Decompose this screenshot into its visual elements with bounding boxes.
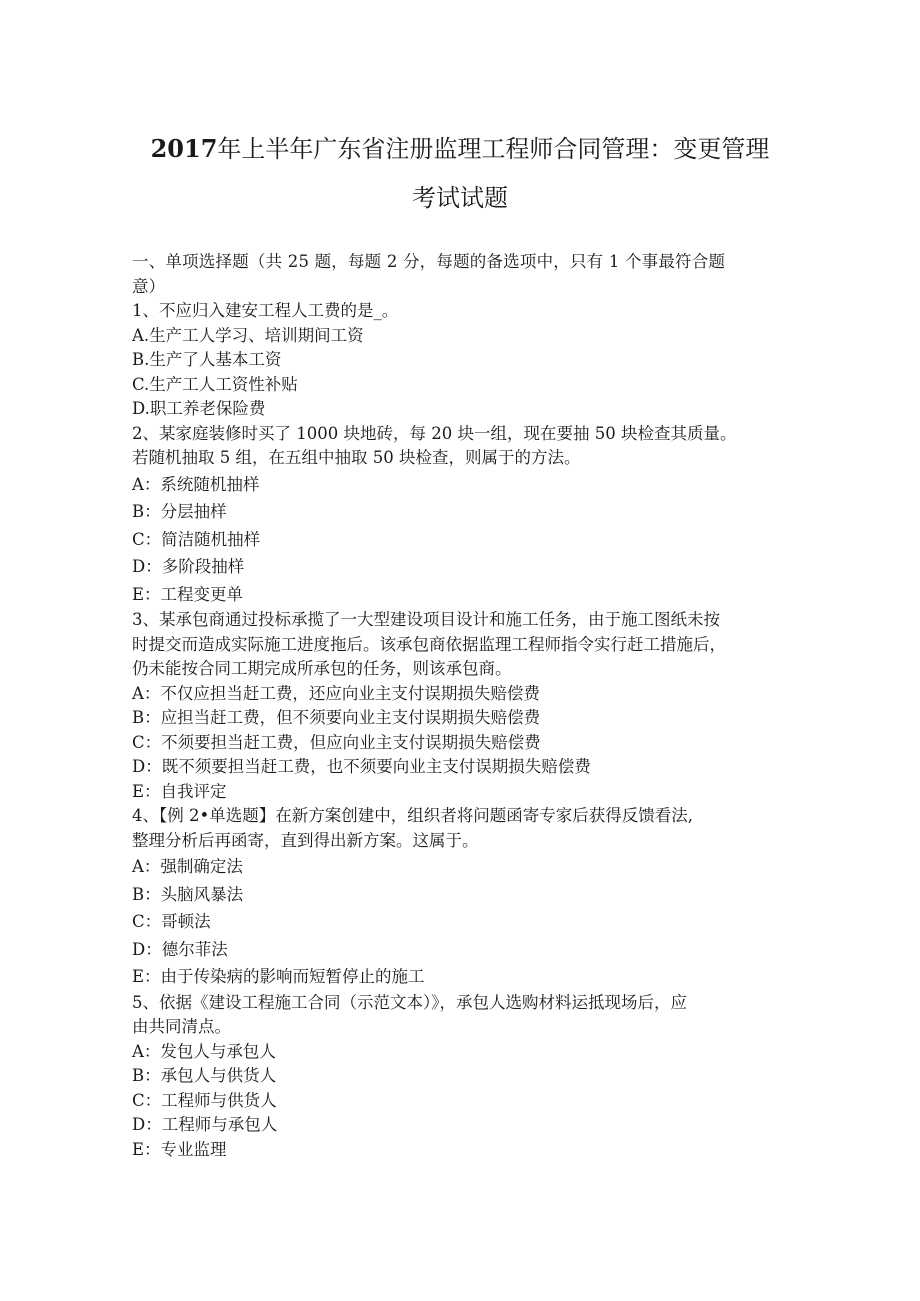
question-5-option-d: D：工程师与承包人 xyxy=(132,1115,278,1134)
question-4-option-c: C：哥顿法 xyxy=(132,912,211,931)
question-5-option-e: E：专业监理 xyxy=(132,1139,227,1159)
question-2-option-e: E：工程变更单 xyxy=(132,584,244,604)
question-1-option-c: C.生产工人工资性补贴 xyxy=(132,374,298,394)
question-3-option-a: A：不仅应担当赶工费，还应向业主支付误期损失赔偿费 xyxy=(132,683,540,703)
question-2-option-d: D：多阶段抽样 xyxy=(132,557,245,576)
question-4-option-b: B：头脑风暴法 xyxy=(132,884,244,904)
question-3-stem: 3、某承包商通过投标承揽了一大型建设项目设计和施工任务，由于施工图纸未按 xyxy=(132,610,720,629)
question-1-option-d: D.职工养老保险费 xyxy=(132,399,266,418)
document-body xyxy=(132,250,804,1162)
question-2-stem: 2、某家庭装修时买了 1000 块地砖，每 20 块一组，现在要抽 50 块检查其质量。 xyxy=(132,423,737,443)
title-year: 2017 xyxy=(150,134,218,163)
section-heading: 一、单项选择题（共 25 题，每题 2 分，每题的备选项中，只有 1 个事最符合题 xyxy=(132,252,726,271)
section-heading-continued: 意） xyxy=(132,276,165,296)
document-title-line1 xyxy=(0,129,920,164)
question-5-option-a: A：发包人与承包人 xyxy=(132,1041,276,1061)
document-title-line2: 考试试题 xyxy=(412,184,508,212)
question-5-option-c: C：工程师与供货人 xyxy=(132,1090,277,1110)
question-2-stem-continued: 若随机抽取 5 组，在五组中抽取 50 块检查，则属于的方法。 xyxy=(132,448,581,467)
question-3-option-c: C：不须要担当赶工费，但应向业主支付误期损失赔偿费 xyxy=(132,732,541,752)
question-2-option-c: C：简洁随机抽样 xyxy=(132,529,261,549)
question-2-option-b: B：分层抽样 xyxy=(132,502,227,521)
question-1-option-a: A.生产工人学习、培训期间工资 xyxy=(132,325,364,345)
question-4-stem-continued: 整理分析后再函寄，直到得出新方案。这属于。 xyxy=(132,830,479,850)
question-3-stem-continued-2: 仍未能按合同工期完成所承包的任务，则该承包商。 xyxy=(132,659,512,678)
question-3-option-e: E：自我评定 xyxy=(132,781,227,801)
question-3-option-b: B：应担当赶工费，但不须要向业主支付误期损失赔偿费 xyxy=(132,708,541,727)
question-5-option-b: B：承包人与供货人 xyxy=(132,1066,277,1085)
question-4-stem: 4、【例 2•单选题】在新方案创建中，组织者将问题函寄专家后获得反馈看法, xyxy=(132,806,693,825)
title-text: 年上半年广东省注册监理工程师合同管理：变更管理 xyxy=(217,135,770,163)
question-4-option-a: A：强制确定法 xyxy=(132,857,243,876)
question-5-stem-continued: 由共同清点。 xyxy=(132,1017,231,1036)
question-5-stem: 5、依据《建设工程施工合同（示范文本）》，承包人选购材料运抵现场后，应 xyxy=(132,992,687,1012)
question-4-option-e: E：由于传染病的影响而短暂停止的施工 xyxy=(132,967,425,986)
question-1-option-b: B.生产了人基本工资 xyxy=(132,350,282,369)
question-4-option-d: D：德尔菲法 xyxy=(132,939,228,959)
question-3-stem-continued-1: 时提交而造成实际施工进度拖后。该承包商依据监理工程师指令实行赶工措施后， xyxy=(132,634,726,654)
question-2-option-a: A：系统随机抽样 xyxy=(132,474,260,494)
question-1-stem: 1、不应归入建安工程人工费的是_。 xyxy=(132,301,399,320)
question-3-option-d: D：既不须要担当赶工费，也不须要向业主支付误期损失赔偿费 xyxy=(132,757,591,776)
